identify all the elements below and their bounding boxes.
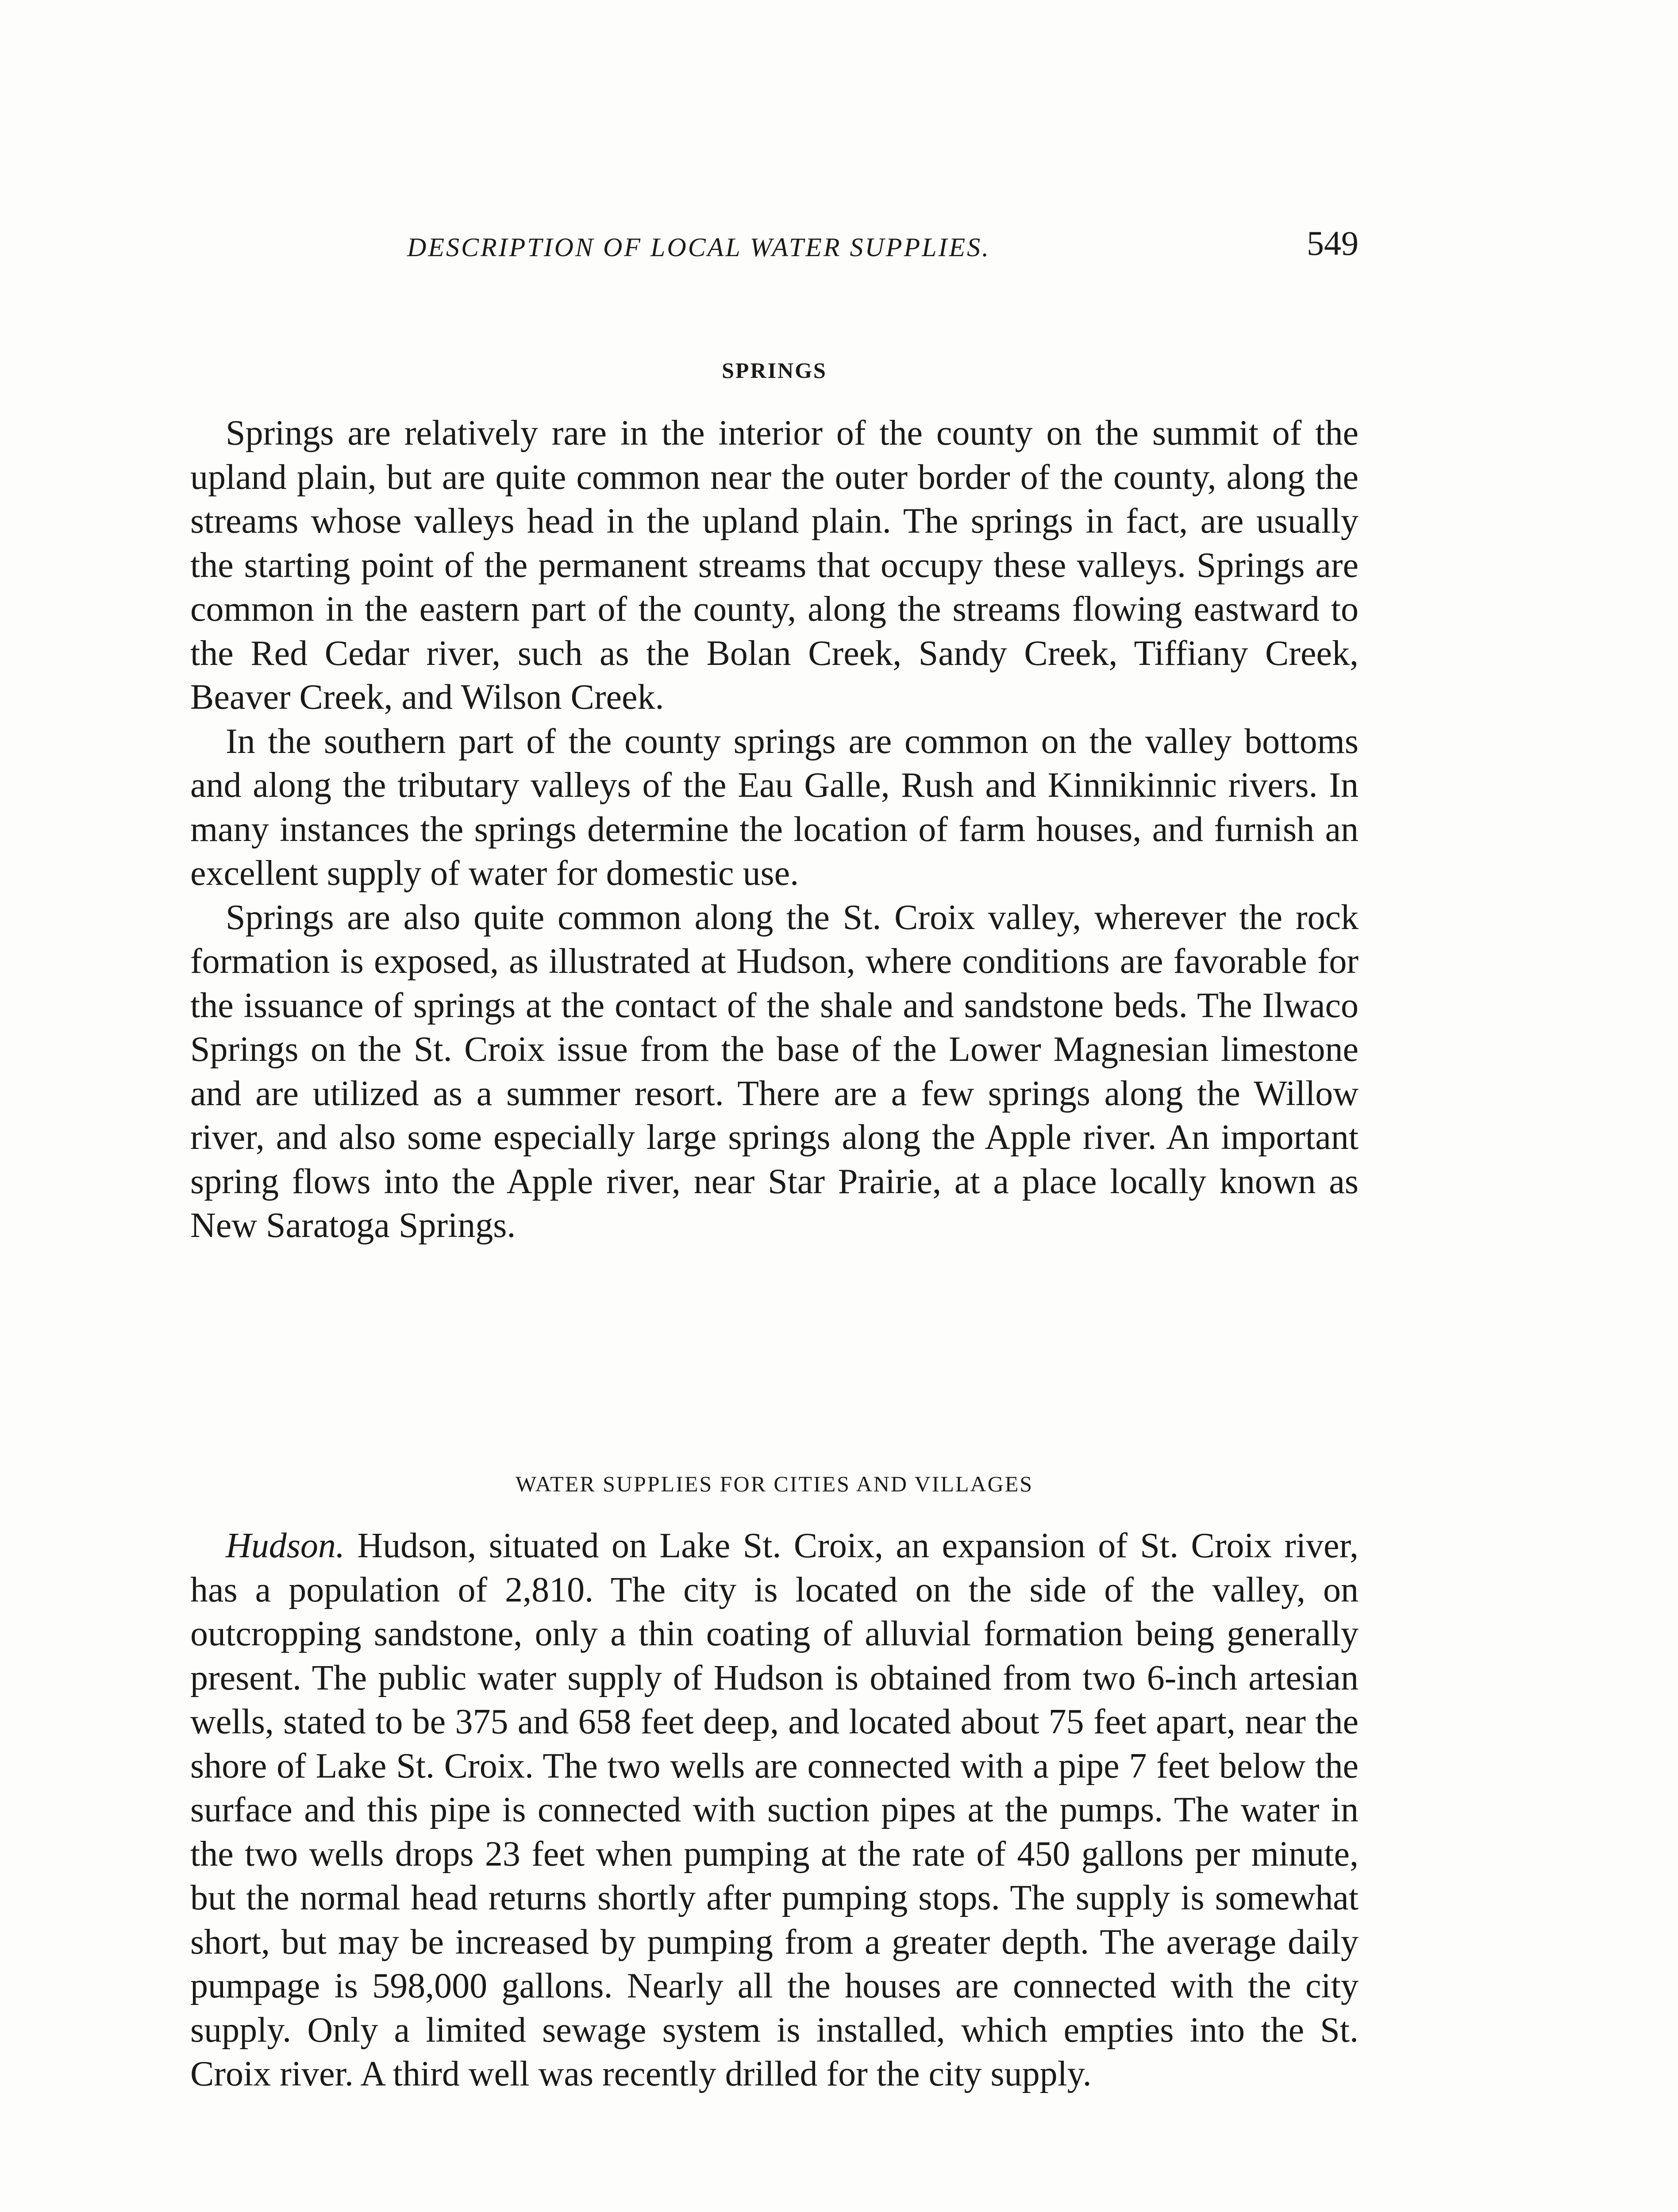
springs-paragraph-3: Springs are also quite common along the St. Croix valley, wherever the rock formation is exposed, as illustrated at Hudson, where conditions are favorable for the issuance of springs at the contact of the shale and sandstone beds. The Ilwaco Springs on the St. Croix issue from the base of the Lower Magnesian limestone and are utilized as a summer resort. There are a few springs along the Willow river, and also some especially large springs along the Apple river. An important spring flows into the Apple river, near Star Prairie, at a place locally known as New Saratoga Springs.: [190, 898, 1359, 1245]
hudson-lead-term: Hudson.: [226, 1526, 345, 1565]
page-number: 549: [1307, 224, 1359, 262]
springs-paragraph-1: Springs are relatively rare in the interior of the county on the summit of the upland plain, but are quite common near the outer border of the county, along the streams whose valleys head in the upland plain. The springs in fact, are usually the starting point of the permanent streams that occupy these valleys. Springs are common in the eastern part of the county, along the streams flowing eastward to the Red Cedar river, such as the Bolan Creek, Sandy Creek, Tiffiany Creek, Beaver Creek, and Wilson Creek.: [190, 414, 1359, 717]
running-head: [190, 223, 1359, 272]
water-supplies-heading: WATER SUPPLIES FOR CITIES AND VILLAGES: [515, 1471, 1034, 1496]
running-title: DESCRIPTION OF LOCAL WATER SUPPLIES.: [407, 233, 991, 262]
springs-paragraph-2: In the southern part of the county springs are common on the valley bottoms and along the tributary valleys of the Eau Galle, Rush and Kinnikinnic rivers. In many instances the springs determine the location of farm houses, and furnish an excellent supply of water for domestic use.: [190, 722, 1359, 893]
springs-section: [190, 411, 1359, 1248]
hudson-paragraph: [190, 1524, 1359, 2097]
hudson-section: [190, 1524, 1359, 2097]
springs-heading: SPRINGS: [722, 358, 827, 383]
hudson-text: Hudson, situated on Lake St. Croix, an expansion of St. Croix river, has a population of 2,810. The city is located on the side of the valley, on outcropping sandstone, only a thin coating of alluvial formation being generally present. The public water supply of Hudson is obtained from two 6-inch artesian wells, stated to be 375 and 658 feet deep, and located about 75 feet apart, near the shore of Lake St. Croix. The two wells are connected with a pipe 7 feet below the surface and this pipe is connected with suction pipes at the pumps. The water in the two wells drops 23 feet when pumping at the rate of 450 gallons per minute, but the normal head returns shortly after pumping stops. The supply is somewhat short, but may be increased by pumping from a greater depth. The average daily pumpage is 598,000 gallons. Nearly all the houses are connected with the city supply. Only a limited sewage system is installed, which empties into the St. Croix river. A third well was recently drilled for the city supply.: [190, 1526, 1359, 2093]
